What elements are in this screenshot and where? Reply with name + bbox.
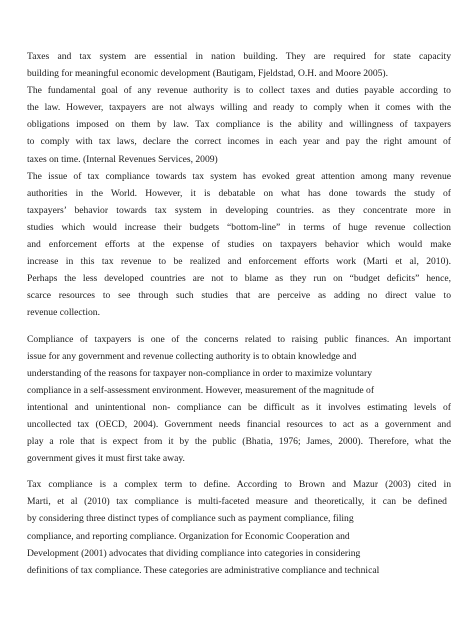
text-line: The issue of tax compliance towards tax system has evoked great attention among many revenue [27,170,451,182]
text-line: issue for any government and revenue collecting authority is to obtain knowledge and [27,350,357,362]
paragraph-tax-compliance-definition [27,476,451,579]
paragraph-compliance-public-finance [27,331,451,468]
paragraph-tax-system-importance [27,48,451,168]
paragraph-tax-compliance-issue [27,168,451,322]
text-line: and enforcement efforts at the expense of studies on taxpayers behavior which would make [27,239,451,251]
text-line: play a role that is expect from it by the public (Bhatia, 1976; James, 2000). Therefore, what the [27,436,451,448]
text-line: Marti, et al (2010) tax compliance is multi-faceted measure and theoretically, it can be defined [27,496,447,508]
text-line: building for meaningful economic development (Bautigam, Fjeldstad, O.H. and Moore 2005). [27,68,389,80]
text-line: by considering three distinct types of compliance such as payment compliance, filing [27,513,354,525]
text-line: to comply with tax laws, declare the correct incomes in each year and pay the right amount of [27,136,451,148]
text-line: definitions of tax compliance. These categories are administrative compliance and technical [27,564,380,576]
text-line: uncollected tax (OECD, 2004). Government needs financial resources to act as a government and [27,418,451,430]
text-line: taxpayers’ behavior towards tax system in developing countries. as they concentrate more in [27,204,451,216]
text-line: intentional and unintentional non- compliance can be difficult as it involves estimating levels of [27,401,451,413]
text-line: obligations imposed on them by law. Tax compliance is the ability and willingness of taxpayers [27,119,451,131]
text-line: compliance in a self-assessment environment. However, measurement of the magnitude of [27,384,375,396]
text-line: studies which would increase their budgets “bottom-line” in terms of huge revenue collection [27,221,451,233]
text-line: revenue collection. [27,307,100,319]
text-line: government gives it must first take away. [27,453,185,465]
text-line: taxes on time. (Internal Revenues Services, 2009) [27,153,218,165]
text-line: Tax compliance is a complex term to define. According to Brown and Mazur (2003) cited in [27,479,451,491]
text-line: compliance, and reporting compliance. Organization for Economic Cooperation and [27,530,350,542]
paragraph-spacer [27,467,451,476]
text-line: The fundamental goal of any revenue authority is to collect taxes and duties payable according to [27,85,451,97]
paragraph-spacer [27,322,451,331]
text-line: understanding of the reasons for taxpayer non-compliance in order to maximize voluntary [27,367,372,379]
text-line: Taxes and tax system are essential in nation building. They are required for state capacity [27,51,451,62]
text-line: Development (2001) advocates that dividing compliance into categories in considering [27,547,361,559]
document-body [27,48,451,579]
text-line: the law. However, taxpayers are not always willing and ready to comply when it comes with the [27,102,451,114]
text-line: increase in this tax revenue to be realized and enforcement efforts work (Marti et al, 2010). [27,256,451,268]
text-line: Perhaps the less developed countries are not to blame as they run on “budget deficits” hence, [27,273,451,285]
text-line: Compliance of taxpayers is one of the concerns related to raising public finances. An important [27,333,451,345]
text-line: authorities in the World. However, it is debatable on what has done towards the study of [27,187,451,199]
text-line: scarce resources to see through such studies that are perceive as adding no direct value to [27,290,452,302]
